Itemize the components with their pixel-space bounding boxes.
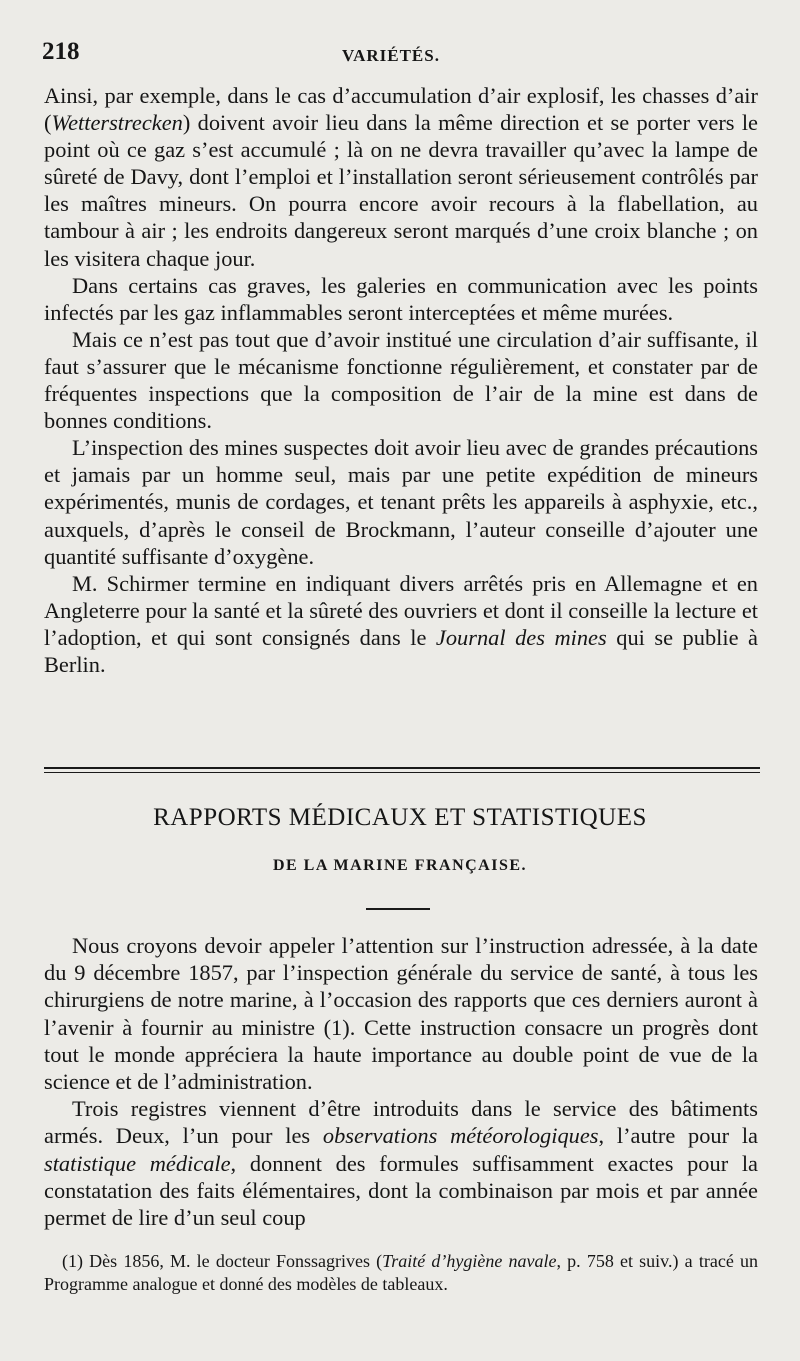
- cited-work: Traité d’hygiène navale: [382, 1251, 557, 1271]
- title-rule: [366, 908, 430, 910]
- paragraph: Nous croyons devoir appeler l’attention sur l’instruction adressée, à la date du 9 décembre 1857, par l’inspection générale du service de santé, à tous les chirurgiens de notre marine, à l’occasion des rapports que ces derniers auront à l’avenir à fournir au ministre (1). Cette instruction consacre un progrès dont tout le monde appréciera la haute importance au double point de vue de la science et de l’administration.: [44, 933, 758, 1095]
- mining-section-text: [44, 82, 758, 678]
- page-number: 218: [42, 38, 80, 65]
- paragraph: L’inspection des mines suspectes doit avoir lieu avec de grandes précautions et jamais par un homme seul, mais par une petite expédition de mineurs expérimentés, munis de cordages, et tenant prêts les appareils à asphyxie, etc., auxquels, d’après le conseil de Brockmann, l’auteur conseille d’ajouter une quantité suffisante d’oxygène.: [44, 435, 758, 569]
- footnote: (1) Dès 1856, M. le docteur Fonssagrives (Traité d’hygiène navale, p. 758 et suiv.) a tracé un Programme analogue et donné des modèles de tableaux.: [44, 1251, 758, 1294]
- article-title: RAPPORTS MÉDICAUX ET STATISTIQUES: [153, 804, 647, 831]
- register-name: observations météorologiques: [322, 1123, 599, 1149]
- paragraph: Ainsi, par exemple, dans le cas d’accumulation d’air explosif, les chasses d’air (Wetterstrecken) doivent avoir lieu dans la même direction et se porter vers le point où ce gaz s’est accumulé ; là on ne devra travailler qu’avec la lampe de sûreté de Davy, dont l’emploi et l’installation seront sérieusement contrôlés par les maîtres mineurs. On pourra encore avoir recours à la flabellation, au tambour à air ; les endroits dangereux seront marqués d’une croix blanche ; on les visitera chaque jour.: [44, 83, 758, 271]
- paragraph: Trois registres viennent d’être introduits dans le service des bâtiments armés. Deux, l’un pour les observations météorologiques, l’autre pour la statistique médicale, donnent des formules suffisamment exactes pour la constatation des faits élémentaires, dont la combinaison par mois et par année permet de lire d’un seul coup: [44, 1096, 758, 1231]
- running-head: VARIÉTÉS.: [342, 46, 440, 65]
- article-body: [44, 932, 758, 1231]
- section-separator: [44, 767, 760, 773]
- article-subtitle: DE LA MARINE FRANÇAISE.: [272, 857, 528, 874]
- page-header: [42, 38, 760, 68]
- paragraph: Dans certains cas graves, les galeries en communication avec les points infectés par les gaz inflammables seront interceptées et même murées.: [44, 272, 758, 325]
- register-name: statistique médicale: [44, 1150, 231, 1176]
- paragraph: Mais ce n’est pas tout que d’avoir institué une circulation d’air suffisante, il faut s’assurer que le mécanisme fonctionne régulièrement, et constater par de fréquentes inspections que la composition de l’air de la mine est dans de bonnes conditions.: [44, 326, 758, 434]
- paragraph: M. Schirmer termine en indiquant divers arrêtés pris en Allemagne et en Angleterre pour la santé et la sûreté des ouvriers et dont il conseille la lecture et l’adoption, et qui sont consignés dans le Journal des mines qui se publie à Berlin.: [44, 570, 758, 677]
- journal-title: Journal des mines: [435, 624, 607, 650]
- german-term: Wetterstrecken: [51, 110, 183, 136]
